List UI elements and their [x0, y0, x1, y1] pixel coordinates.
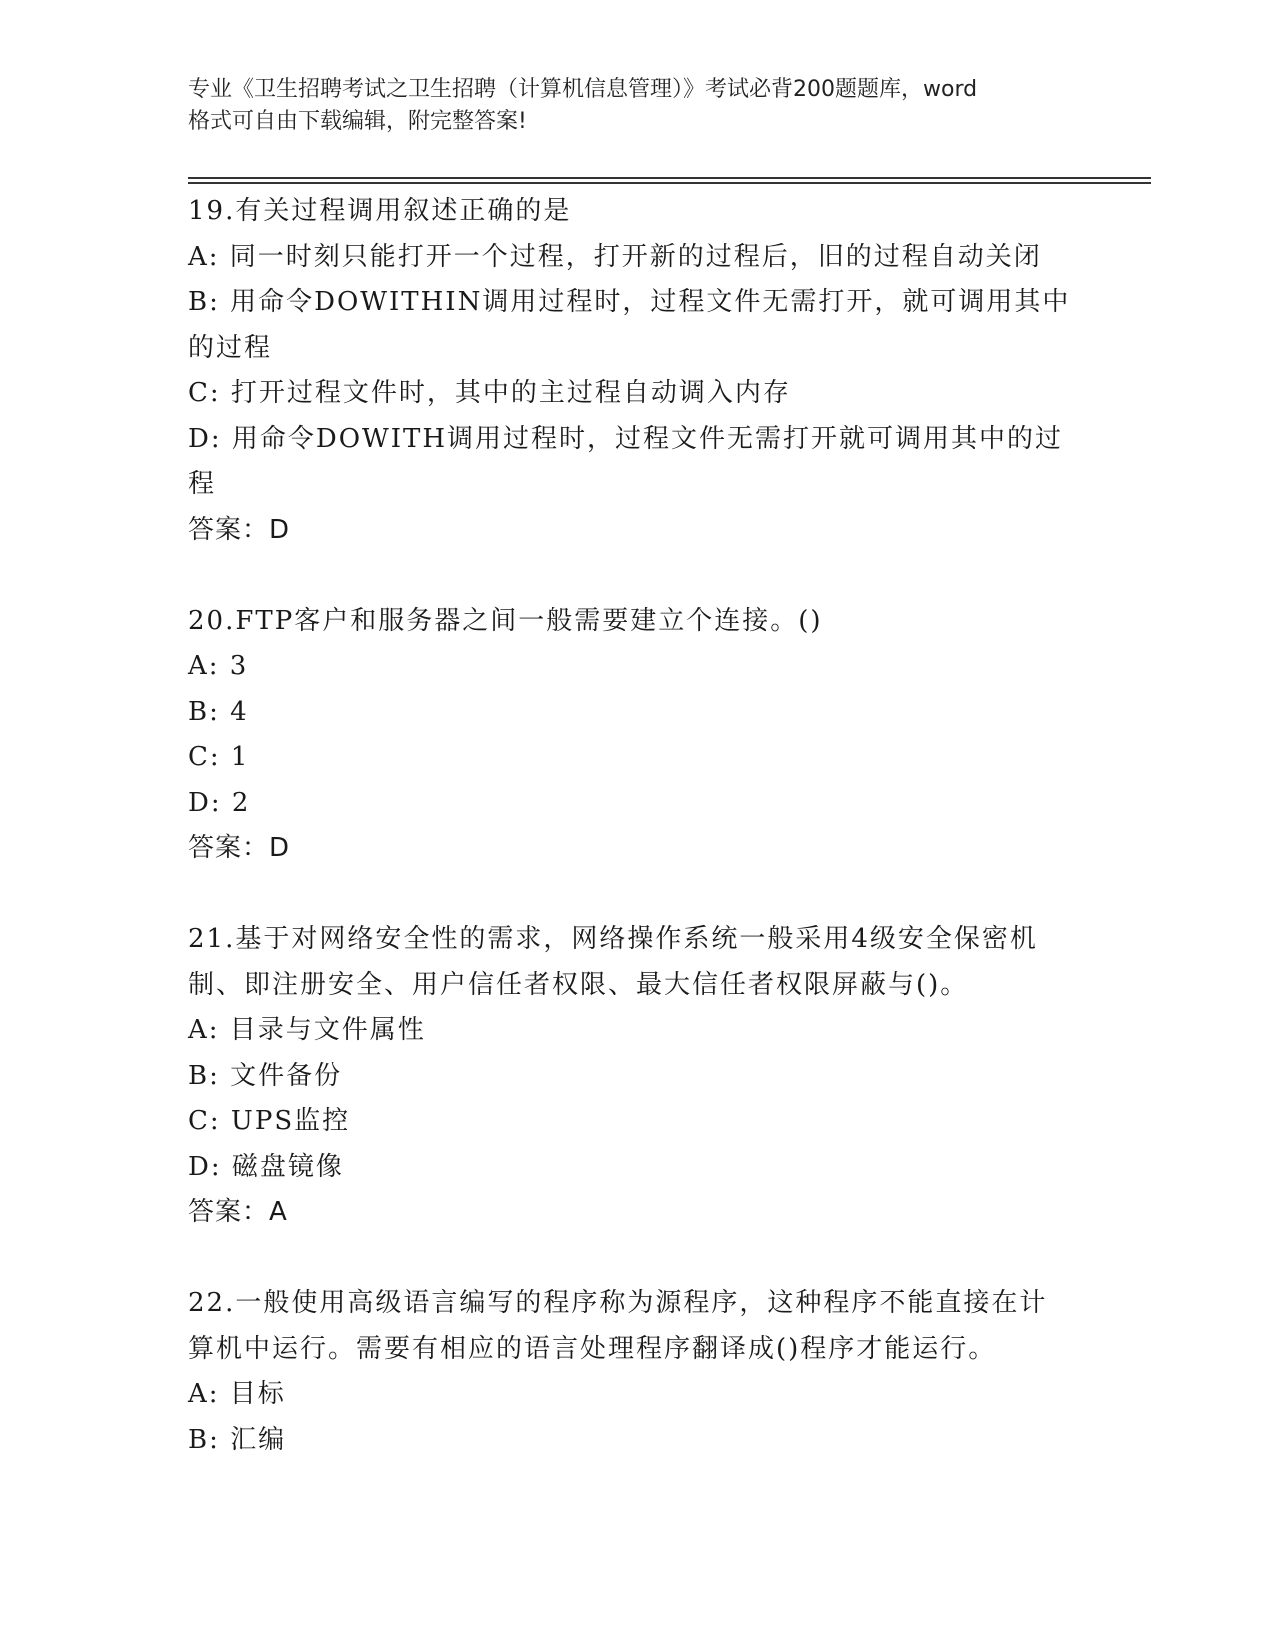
option-text: C: 打开过程文件时，其中的主过程自动调入内存 — [188, 378, 791, 408]
answer-text: 答案：A — [188, 1197, 288, 1227]
question-spacer — [188, 1236, 1088, 1282]
option-text: C: UPS监控 — [188, 1106, 351, 1136]
question-stem: 制、即注册安全、用户信任者权限、最大信任者权限屏蔽与()。 — [188, 969, 969, 1000]
question-stem: 20.FTP客户和服务器之间一般需要建立个连接。() — [188, 605, 823, 636]
option-text: D: 2 — [188, 787, 251, 818]
header-divider-bottom — [188, 182, 1151, 184]
option-text: A: 目录与文件属性 — [188, 1015, 426, 1045]
document-header — [188, 74, 1088, 138]
option-text: B: 4 — [188, 696, 249, 727]
option-text: A: 目标 — [188, 1379, 286, 1409]
question-block — [188, 917, 1088, 1236]
option-text: A: 同一时刻只能打开一个过程，打开新的过程后，旧的过程自动关闭 — [188, 241, 1042, 272]
question-stem: 22.一般使用高级语言编写的程序称为源程序，这种程序不能直接在计 — [188, 1288, 1048, 1318]
option-text: B: 用命令DOWITHIN调用过程时，过程文件无需打开，就可调用其中 — [188, 287, 1071, 317]
option-text: A: 3 — [188, 651, 249, 681]
option-text: B: 汇编 — [188, 1424, 287, 1455]
answer-text: 答案：D — [188, 514, 291, 545]
answer-text: 答案：D — [188, 833, 291, 863]
header-line-2: 格式可自由下载编辑，附完整答案! — [188, 109, 527, 134]
option-text: D: 磁盘镜像 — [188, 1151, 344, 1182]
option-text: B: 文件备份 — [188, 1060, 343, 1091]
header-line-1: 专业《卫生招聘考试之卫生招聘（计算机信息管理）》考试必背200题题库，word — [188, 77, 978, 102]
question-spacer — [188, 553, 1088, 599]
question-block — [188, 189, 1088, 553]
option-text: C: 1 — [188, 742, 250, 772]
question-spacer — [188, 872, 1088, 918]
option-text: D: 用命令DOWITH调用过程时，过程文件无需打开就可调用其中的过 — [188, 423, 1064, 454]
option-text: 程 — [188, 469, 217, 499]
question-block — [188, 599, 1088, 872]
question-stem: 19.有关过程调用叙述正确的是 — [188, 196, 572, 226]
question-block — [188, 1281, 1088, 1463]
header-divider-top — [188, 177, 1151, 179]
question-stem: 算机中运行。需要有相应的语言处理程序翻译成()程序才能运行。 — [188, 1333, 997, 1364]
option-text: 的过程 — [188, 332, 273, 363]
question-list — [188, 189, 1088, 1463]
question-stem: 21.基于对网络安全性的需求，网络操作系统一般采用4级安全保密机 — [188, 924, 1038, 954]
